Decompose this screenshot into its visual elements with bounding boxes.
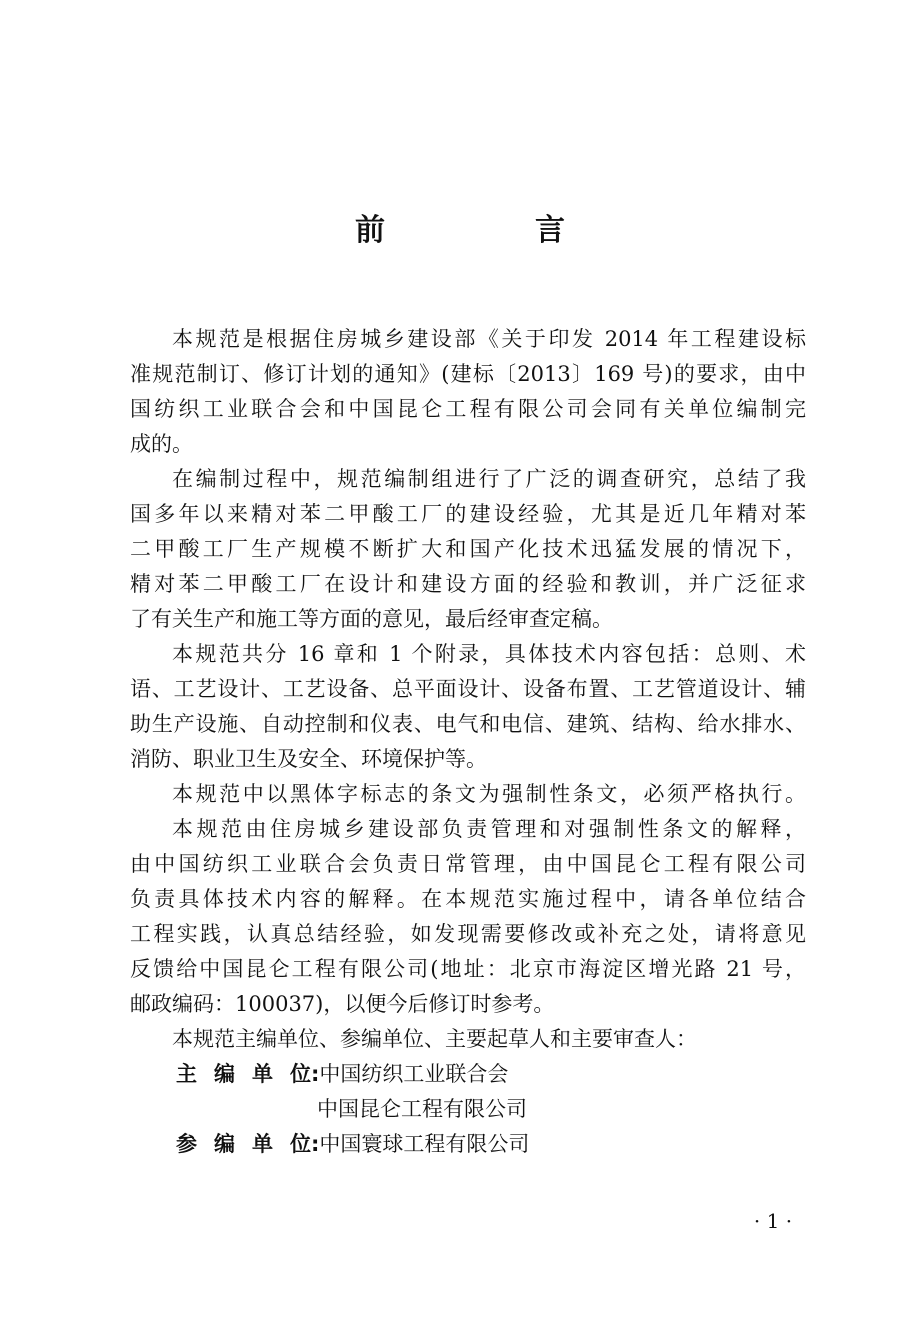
- text-line: 反馈给中国昆仑工程有限公司(地址：北京市海淀区增光路 21 号，: [130, 957, 806, 981]
- text-line: 本规范由住房城乡建设部负责管理和对强制性条文的解释，: [172, 817, 806, 841]
- label-colon: :: [311, 1062, 320, 1086]
- text-line: 准规范制订、修订计划的通知》(建标〔2013〕169 号)的要求，由中: [130, 362, 806, 386]
- text-line: 国纺织工业联合会和中国昆仑工程有限公司会同有关单位编制完: [130, 397, 806, 421]
- page-title: 前 言: [355, 213, 625, 248]
- paragraph-5: [130, 812, 806, 1022]
- chief-unit-label: 主编单位: [176, 1062, 311, 1086]
- text-line: 工程实践，认真总结经验，如发现需要修改或补充之处，请将意见: [130, 922, 806, 946]
- paragraph-4: [130, 777, 806, 812]
- text-line: 邮政编码：100037)，以便今后修订时参考。: [130, 992, 555, 1016]
- page-number: · 1 ·: [753, 1209, 793, 1233]
- text-line: 由中国纺织工业联合会负责日常管理，由中国昆仑工程有限公司: [130, 852, 806, 876]
- participating-unit-row: [130, 1127, 806, 1162]
- text-line: 消防、职业卫生及安全、环境保护等。: [130, 747, 487, 771]
- preface-body: [130, 322, 806, 1162]
- text-line: 本规范主编单位、参编单位、主要起草人和主要审查人：: [172, 1027, 697, 1051]
- text-line: 二甲酸工厂生产规模不断扩大和国产化技术迅猛发展的情况下，: [130, 537, 806, 561]
- text-line: 语、工艺设计、工艺设备、总平面设计、设备布置、工艺管道设计、辅: [130, 677, 806, 701]
- text-line: 了有关生产和施工等方面的意见，最后经审查定稿。: [130, 607, 613, 631]
- chief-unit-name: 中国纺织工业联合会: [319, 1062, 509, 1086]
- text-line: 负责具体技术内容的解释。在本规范实施过程中，请各单位结合: [130, 887, 806, 911]
- paragraph-3: [130, 637, 806, 777]
- text-line: 国多年以来精对苯二甲酸工厂的建设经验，尤其是近几年精对苯: [130, 502, 806, 526]
- text-line: 本规范共分 16 章和 1 个附录，具体技术内容包括：总则、术: [172, 642, 806, 666]
- label-colon: :: [311, 1132, 320, 1156]
- text-line: 本规范是根据住房城乡建设部《关于印发 2014 年工程建设标: [172, 327, 806, 351]
- chief-unit-row: [130, 1057, 806, 1092]
- text-line: 成的。: [130, 432, 193, 456]
- paragraph-6: [130, 1022, 806, 1057]
- text-line: 助生产设施、自动控制和仪表、电气和电信、建筑、结构、给水排水、: [130, 712, 806, 736]
- chief-unit-name: 中国昆仑工程有限公司: [317, 1097, 527, 1121]
- text-line: 精对苯二甲酸工厂在设计和建设方面的经验和教训，并广泛征求: [130, 572, 806, 596]
- units-list: [130, 1057, 806, 1162]
- participating-unit-label: 参编单位: [176, 1132, 311, 1156]
- paragraph-2: [130, 462, 806, 637]
- chief-unit-row: [130, 1092, 806, 1127]
- paragraph-1: [130, 322, 806, 462]
- participating-unit-name: 中国寰球工程有限公司: [319, 1132, 530, 1156]
- text-line: 本规范中以黑体字标志的条文为强制性条文，必须严格执行。: [172, 782, 806, 806]
- text-line: 在编制过程中，规范编制组进行了广泛的调查研究，总结了我: [172, 467, 806, 491]
